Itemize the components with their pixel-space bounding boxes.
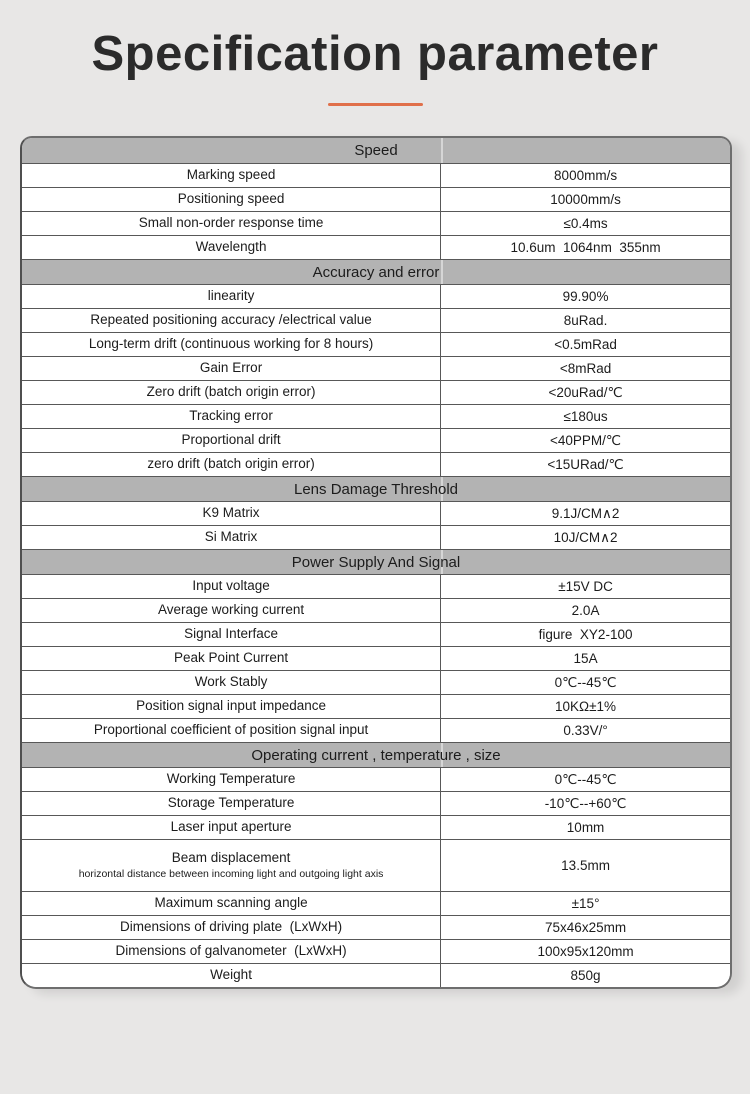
spec-row xyxy=(22,694,730,718)
spec-value-cell: <15URad/℃ xyxy=(547,456,624,472)
spec-value-cell: figure XY2-100 xyxy=(538,627,633,643)
section-header-label: Operating current , temperature , size xyxy=(251,746,501,764)
section-header-label: Lens Damage Threshold xyxy=(294,480,458,498)
spec-row xyxy=(22,815,730,839)
spec-row xyxy=(22,428,730,452)
page-title: Specification parameter xyxy=(91,27,659,81)
spec-label: Zero drift (batch origin error) xyxy=(146,384,316,400)
spec-label: Dimensions of driving plate (LxWxH) xyxy=(120,919,343,935)
spec-label-cell xyxy=(22,212,441,235)
spec-label-cell xyxy=(22,575,441,598)
spec-value-cell: ±15V DC xyxy=(558,579,613,595)
spec-row xyxy=(22,718,730,742)
column-divider xyxy=(441,260,443,284)
section-header-row xyxy=(22,476,730,501)
section-header-row xyxy=(22,742,730,767)
section-header-label: Power Supply And Signal xyxy=(291,553,461,571)
spec-label: Laser input aperture xyxy=(170,819,292,835)
spec-row xyxy=(22,839,730,891)
spec-value-cell: 75x46x25mm xyxy=(545,920,627,936)
spec-row xyxy=(22,308,730,332)
spec-label: K9 Matrix xyxy=(202,505,260,521)
spec-table xyxy=(20,136,732,989)
spec-value-cell: 0℃--45℃ xyxy=(554,674,617,690)
spec-label: Gain Error xyxy=(199,360,263,376)
spec-label: Beam displacement xyxy=(171,849,291,865)
spec-label-cell xyxy=(22,285,441,308)
spec-row xyxy=(22,284,730,308)
spec-label: Wavelength xyxy=(195,239,267,255)
spec-label-cell xyxy=(22,405,441,428)
spec-label: Work Stably xyxy=(194,674,268,690)
spec-row xyxy=(22,452,730,476)
spec-value-cell: 850g xyxy=(570,968,601,984)
spec-value-cell: 13.5mm xyxy=(561,858,610,874)
spec-label: Small non-order response time xyxy=(138,215,324,231)
spec-label-cell xyxy=(22,502,441,525)
spec-label: Positioning speed xyxy=(177,191,285,207)
spec-label: Input voltage xyxy=(192,578,270,594)
spec-row xyxy=(22,332,730,356)
spec-label: Weight xyxy=(210,967,252,983)
spec-label-cell xyxy=(22,623,441,646)
spec-value-cell: -10℃--+60℃ xyxy=(544,795,627,811)
spec-label: Working Temperature xyxy=(166,771,296,787)
spec-row xyxy=(22,501,730,525)
spec-label: Tracking error xyxy=(189,408,273,424)
spec-row xyxy=(22,525,730,549)
spec-value-cell: <20uRad/℃ xyxy=(548,384,623,400)
spec-label: Proportional coefficient of position signal input xyxy=(93,722,369,738)
spec-label-cell xyxy=(22,453,441,476)
spec-label-cell xyxy=(22,840,441,891)
spec-row xyxy=(22,939,730,963)
spec-row xyxy=(22,404,730,428)
spec-label-cell xyxy=(22,429,441,452)
spec-label-cell xyxy=(22,357,441,380)
spec-label-cell xyxy=(22,695,441,718)
section-header-label: Speed xyxy=(354,142,398,160)
spec-row xyxy=(22,598,730,622)
spec-value-cell: 10000mm/s xyxy=(550,192,621,208)
spec-label: Peak Point Current xyxy=(174,650,289,666)
spec-label-cell xyxy=(22,309,441,332)
spec-row xyxy=(22,163,730,187)
spec-value-cell: 10.6um 1064nm 355nm xyxy=(510,240,661,256)
spec-value-cell: 10mm xyxy=(566,820,605,836)
spec-value-cell: ≤180us xyxy=(563,409,608,425)
spec-label: Repeated positioning accuracy /electrical value xyxy=(90,312,372,328)
spec-row xyxy=(22,235,730,259)
spec-value-cell: 100x95x120mm xyxy=(537,944,634,960)
spec-value-cell: 0℃--45℃ xyxy=(554,771,617,787)
spec-value-cell: 99.90% xyxy=(562,289,609,305)
spec-label-cell xyxy=(22,526,441,549)
spec-label-cell xyxy=(22,671,441,694)
spec-value-cell: <40PPM/℃ xyxy=(550,432,622,448)
spec-label-cell xyxy=(22,647,441,670)
spec-label: Storage Temperature xyxy=(167,795,295,811)
section-header-row xyxy=(22,138,730,163)
spec-value-cell: 8uRad. xyxy=(563,313,608,329)
section-header-label: Accuracy and error xyxy=(312,263,440,281)
spec-value-cell: 2.0A xyxy=(571,603,600,619)
spec-label-cell xyxy=(22,333,441,356)
section-header-row xyxy=(22,259,730,284)
spec-label-cell xyxy=(22,940,441,963)
spec-label-cell xyxy=(22,719,441,742)
column-divider xyxy=(441,138,443,163)
spec-label: Average working current xyxy=(158,602,305,618)
spec-label: Dimensions of galvanometer (LxWxH) xyxy=(115,943,347,959)
spec-row xyxy=(22,670,730,694)
spec-value-cell: 10KΩ±1% xyxy=(555,699,617,715)
spec-label-cell xyxy=(22,164,441,187)
spec-row xyxy=(22,791,730,815)
spec-label: Maximum scanning angle xyxy=(154,895,308,911)
spec-label-cell xyxy=(22,768,441,791)
spec-label: Signal Interface xyxy=(184,626,278,642)
spec-sublabel: horizontal distance between incoming light and outgoing light axis xyxy=(78,868,384,881)
spec-label-cell xyxy=(22,816,441,839)
spec-row xyxy=(22,646,730,670)
spec-row xyxy=(22,380,730,404)
spec-value-cell: 15A xyxy=(573,651,598,667)
spec-value-cell: 10J/CM∧2 xyxy=(553,529,618,545)
spec-row xyxy=(22,963,730,987)
spec-label: Long-term drift (continuous working for 8 hours) xyxy=(88,336,374,352)
spec-row xyxy=(22,187,730,211)
spec-label: Marking speed xyxy=(186,167,276,183)
spec-label: Si Matrix xyxy=(204,529,258,545)
spec-row xyxy=(22,915,730,939)
spec-label-cell xyxy=(22,792,441,815)
section-header-row xyxy=(22,549,730,574)
spec-label-cell xyxy=(22,381,441,404)
spec-row xyxy=(22,211,730,235)
spec-label-cell xyxy=(22,892,441,915)
spec-value-cell: ≤0.4ms xyxy=(563,216,608,232)
spec-label-cell xyxy=(22,916,441,939)
spec-value-cell: 0.33V/° xyxy=(563,723,608,739)
spec-label: Proportional drift xyxy=(181,432,281,448)
spec-label-cell xyxy=(22,964,441,987)
spec-value-cell: 8000mm/s xyxy=(554,168,618,184)
spec-label: linearity xyxy=(207,288,255,304)
spec-label-cell xyxy=(22,236,441,259)
spec-value-cell: ±15° xyxy=(571,896,600,912)
spec-label: Position signal input impedance xyxy=(136,698,326,714)
spec-row xyxy=(22,574,730,598)
spec-row xyxy=(22,356,730,380)
spec-value-cell: 9.1J/CM∧2 xyxy=(551,505,620,521)
spec-row xyxy=(22,767,730,791)
spec-value-cell: <0.5mRad xyxy=(554,337,617,353)
spec-value-cell: <8mRad xyxy=(559,361,612,377)
spec-row xyxy=(22,622,730,646)
spec-label: zero drift (batch origin error) xyxy=(147,456,315,472)
spec-label-cell xyxy=(22,188,441,211)
title-accent-rule xyxy=(328,103,423,106)
spec-label-cell xyxy=(22,599,441,622)
spec-row xyxy=(22,891,730,915)
